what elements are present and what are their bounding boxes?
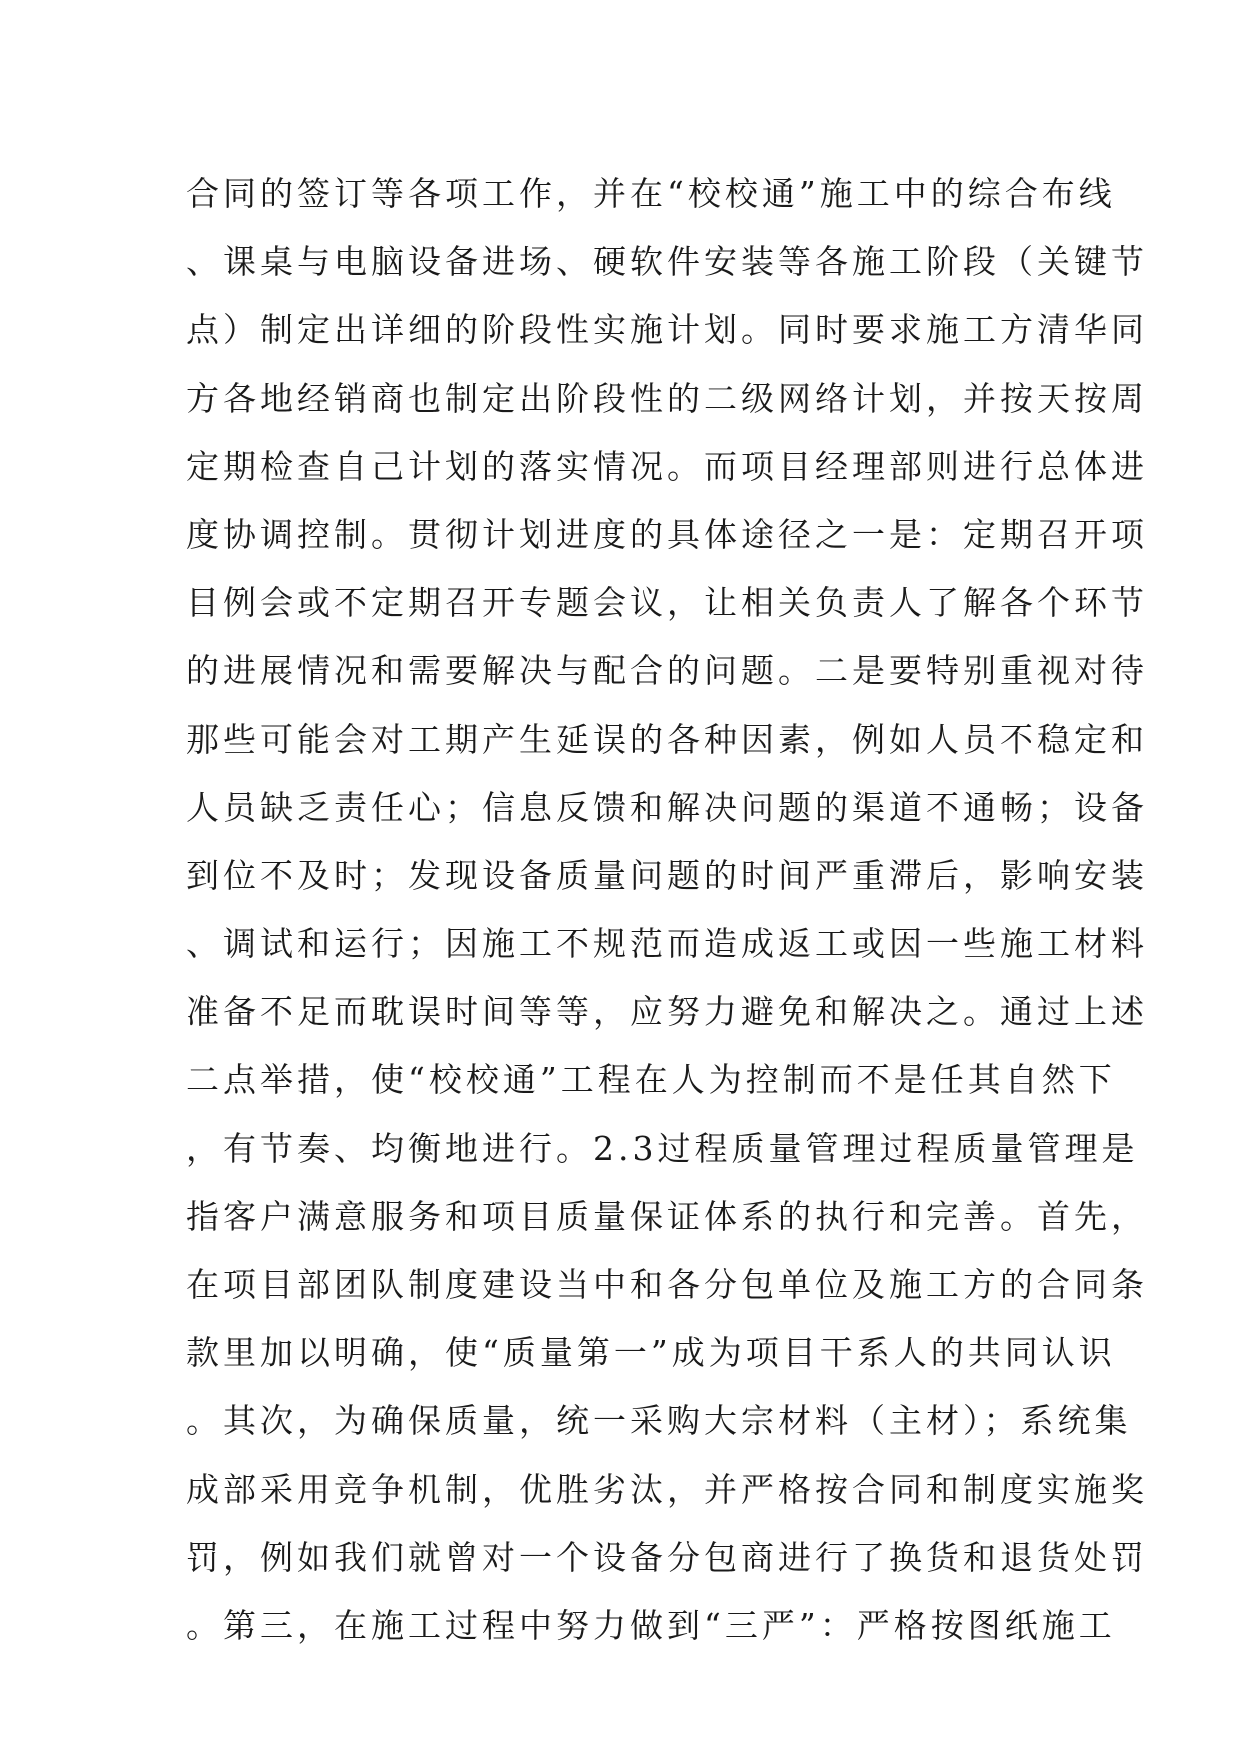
- text-line: 方各地经销商也制定出阶段性的二级网络计划，并按天按周: [186, 378, 1148, 418]
- text-line: 成部采用竞争机制，优胜劣汰，并严格按合同和制度实施奖: [186, 1469, 1148, 1509]
- text-line: 点）制定出详细的阶段性实施计划。同时要求施工方清华同: [186, 310, 1148, 350]
- text-line: 罚，例如我们就曾对一个设备分包商进行了换货和退货处罚: [186, 1537, 1148, 1577]
- text-line: 款里加以明确，使“质量第一”成为项目干系人的共同认识: [186, 1333, 1116, 1373]
- text-line: 、调试和运行；因施工不规范而造成返工或因一些施工材料: [186, 924, 1148, 964]
- text-line: 目例会或不定期召开专题会议，让相关负责人了解各个环节: [186, 583, 1148, 623]
- text-line: 。第三，在施工过程中努力做到“三严”：严格按图纸施工: [186, 1605, 1116, 1645]
- text-line: 合同的签订等各项工作，并在“校校通”施工中的综合布线: [186, 174, 1116, 213]
- text-line: 。其次，为确保质量，统一采购大宗材料（主材）；系统集: [186, 1401, 1132, 1441]
- body-text: [186, 160, 1148, 1660]
- text-line: 度协调控制。贯彻计划进度的具体途径之一是：定期召开项: [186, 514, 1148, 554]
- text-line: 、课桌与电脑设备进场、硬软件安装等各施工阶段（关键节: [186, 242, 1148, 282]
- text-line: 那些可能会对工期产生延误的各种因素，例如人员不稳定和: [186, 719, 1148, 759]
- text-line: 准备不足而耽误时间等等，应努力避免和解决之。通过上述: [186, 992, 1148, 1032]
- text-line: 的进展情况和需要解决与配合的问题。二是要特别重视对待: [186, 651, 1148, 691]
- text-line: 在项目部团队制度建设当中和各分包单位及施工方的合同条: [186, 1265, 1148, 1304]
- text-line: 指客户满意服务和项目质量保证体系的执行和完善。首先，: [186, 1196, 1148, 1236]
- text-line: 人员缺乏责任心；信息反馈和解决问题的渠道不通畅；设备: [186, 787, 1148, 827]
- text-line: 定期检查自己计划的落实情况。而项目经理部则进行总体进: [186, 446, 1148, 486]
- text-line: 到位不及时；发现设备质量问题的时间严重滞后，影响安装: [186, 855, 1148, 895]
- text-line: 二点举措，使“校校通”工程在人为控制而不是任其自然下: [186, 1060, 1116, 1100]
- text-line: ，有节奏、均衡地进行。2.3过程质量管理过程质量管理是: [186, 1128, 1139, 1168]
